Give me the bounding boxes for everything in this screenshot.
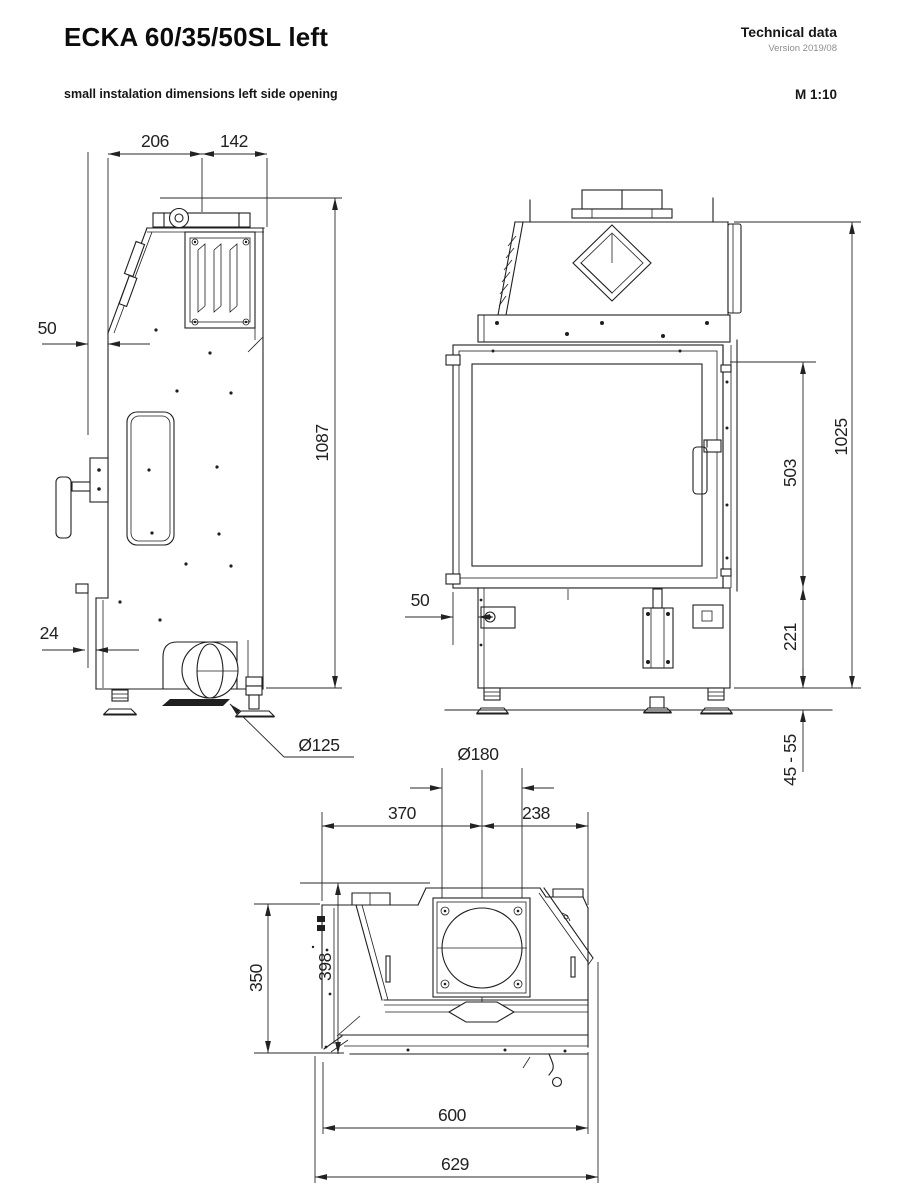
doc-type-label: Technical data (740, 24, 837, 40)
side-view (38, 131, 354, 757)
front-band (478, 315, 730, 342)
flue-flange (433, 898, 530, 997)
dim-top-width-body: 600 (438, 1105, 466, 1125)
dim-side-rear-depth: 142 (220, 131, 248, 151)
base-box (478, 588, 730, 688)
version-label: Version 2019/08 (768, 43, 837, 54)
vent-grille (185, 232, 255, 328)
scale-label: M 1:10 (794, 87, 837, 102)
air-duct (162, 642, 238, 706)
page-title: ECKA 60/35/50SL left (64, 22, 329, 52)
dim-side-wall-top: 50 (37, 318, 57, 338)
dim-side-front-depth: 206 (141, 131, 169, 151)
front-view (405, 190, 861, 786)
subtitle: small instalation dimensions left side opening (64, 87, 338, 101)
dim-top-front-depth: 370 (388, 803, 416, 823)
adjustable-foot (104, 690, 136, 715)
dim-top-flue: Ø180 (457, 744, 499, 764)
open-door-edge (544, 888, 593, 958)
dim-front-feet-range: 45 - 55 (780, 734, 800, 786)
dim-top-depth-body: 350 (246, 964, 266, 992)
dim-front-glass-height: 503 (780, 459, 800, 487)
glass-door (446, 345, 723, 588)
flue-collar (572, 190, 672, 218)
adjustable-foot (236, 677, 274, 717)
dim-front-base-height: 221 (780, 623, 800, 651)
dim-side-duct: Ø125 (298, 735, 340, 755)
door-handle-top (523, 1054, 562, 1087)
dim-front-total-height: 1025 (831, 418, 851, 456)
dim-top-rear-depth: 238 (522, 803, 550, 823)
dim-top-depth-total: 398 (315, 953, 335, 981)
dim-side-wall-bottom: 24 (39, 623, 59, 643)
lifting-eyelet (170, 209, 189, 228)
dim-front-inlet-offset: 50 (410, 590, 430, 610)
fixing-holes (118, 328, 232, 621)
hood (498, 222, 741, 315)
dim-top-width-total: 629 (441, 1154, 469, 1174)
dim-side-height: 1087 (312, 424, 332, 462)
adjustable-foot (644, 697, 671, 713)
top-view (246, 744, 598, 1183)
